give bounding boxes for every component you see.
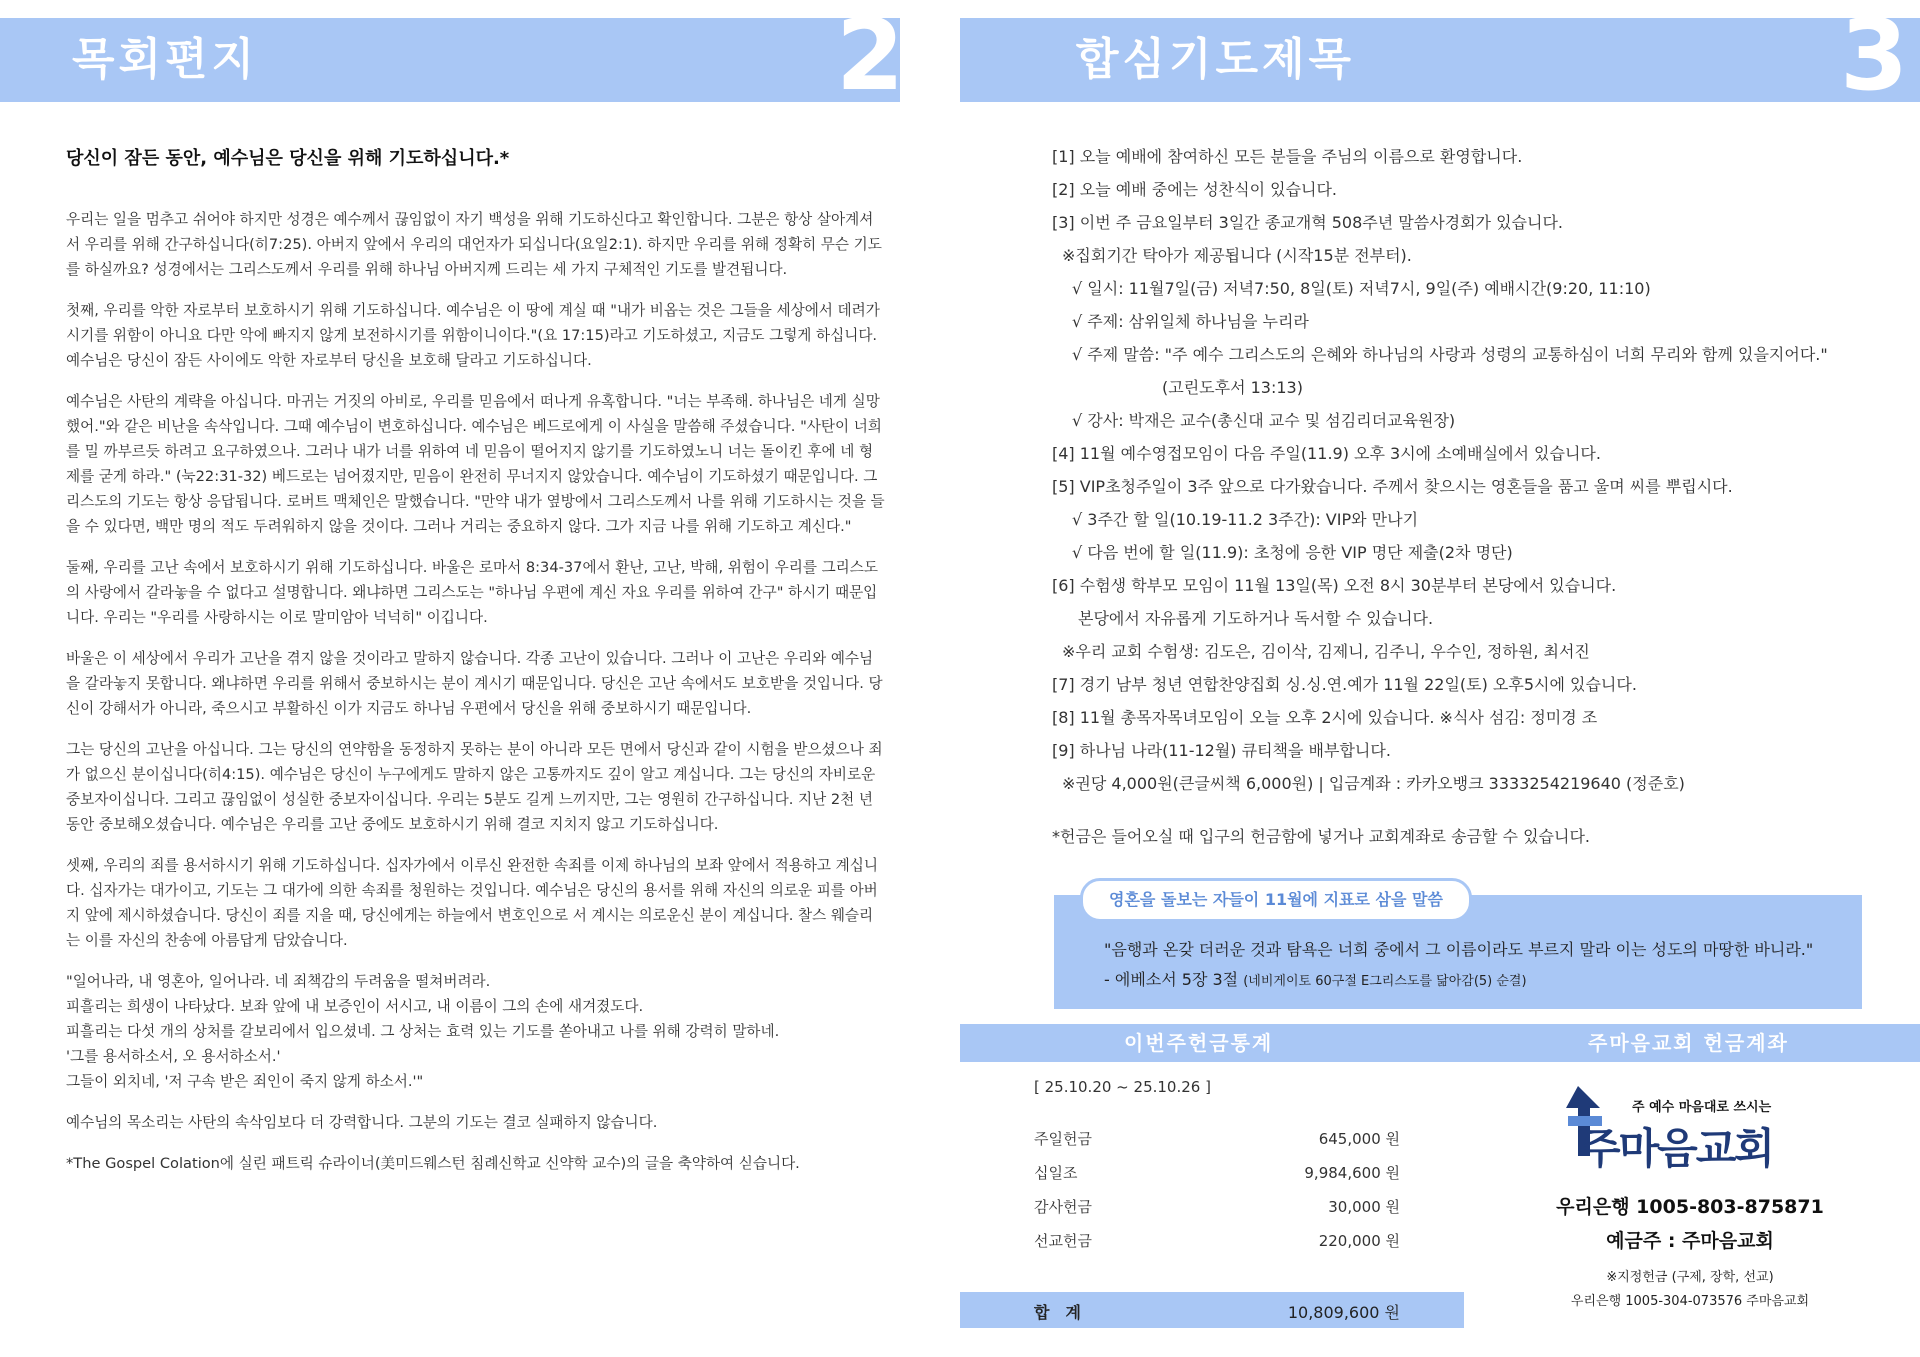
right-header-title: 합심기도제목 [1076,34,1356,85]
verse-text: "음행과 온갖 더러운 것과 탐욕은 너희 중에서 그 이름이라도 부르지 말라 이는 성도의 마땅한 바니라." [1104,940,1814,959]
letter-paragraph: 둘째, 우리를 고난 속에서 보호하시기 위해 기도하십니다. 바울은 로마서 8:34-37에서 환난, 고난, 박해, 위험이 우리를 그리스도의 사랑에서 갈라놓을 수 없다고 설명합니다. 왜냐하면 그리스도는 "하나님 우편에 계신 자요 우리를 위하여 간구" 하시기 때문입니다. 우리는 "우리를 사랑하시는 이로 말미암아 넉넉히" 이깁니다. [66,559,878,626]
hymn-quote [66,969,886,1094]
offering-period: [ 25.10.20 ~ 25.10.26 ] [1034,1078,1211,1096]
prayer-subitem: ※집회기간 탁아가 제공됩니다 (시작15분 전부터). [1062,246,1412,265]
offering-account-title: 주마음교회 헌금계좌 [1588,1031,1789,1055]
letter-paragraph: 셋째, 우리의 죄를 용서하시기 위해 기도하십니다. 십자가에서 이루신 완전한 속죄를 이제 하나님의 보좌 앞에서 적용하고 계십니다. 십자가는 대가이고, 기도는 그 대가에 의한 속죄를 청원하는 것입니다. 예수님은 당신의 용서를 위해 자신의 의로운 피를 아버지 앞에 제시하셨습니다. 당신이 죄를 지을 때, 당신에게는 하늘에서 변호인으로 서 계시는 의로운신 분이 계십니다. 찰스 웨슬리는 이를 자신의 찬송에 아름답게 담았습니다. [66,857,878,949]
letter-paragraph: 예수님은 사탄의 계략을 아십니다. 마귀는 거짓의 아비로, 우리를 믿음에서 떠나게 유혹합니다. "너는 부족해. 하나님은 네게 실망했어."와 같은 비난을 속삭입니다. 그때 예수님이 변호하십니다. 예수님은 베드로에게 이 사실을 말씀해 주셨습니다. "사탄이 너희를 밀 까부르듯 하려고 요구하였으나. 그러나 내가 너를 위하여 네 믿음이 떨어지지 않기를 기도하였노니 너는 돌이킨 후에 네 형제를 굳게 하라." (눅22:31-32) 베드로는 넘어졌지만, 믿음이 완전히 무너지지 않았습니다. 예수님이 기도하셨기 때문입니다. 그리스도의 기도는 항상 응답됩니다. 로버트 맥체인은 말했습니다. "만약 내가 옆방에서 그리스도께서 나를 위해 기도하시는 것을 들을 수 있다면, 백만 명의 적도 두려워하지 않을 것이다. 그러나 거리는 중요하지 않다. 그가 지금 나를 위해 기도하고 계신다." [66,393,885,535]
offering-label: 십일조 [1034,1164,1078,1182]
hymn-line: 피흘리는 희생이 나타났다. 보좌 앞에 내 보증인이 서시고, 내 이름이 그의 손에 새겨졌도다. [66,998,644,1015]
hymn-line: "일어나라, 내 영혼아, 일어나라. 네 죄책감의 두려움을 떨쳐버려라. [66,973,491,990]
hymn-line: '그를 용서하소서, 오 용서하소서.' [66,1048,281,1065]
prayer-subitem: √ 다음 번에 할 일(11.9): 초청에 응한 VIP 명단 제출(2차 명단) [1072,543,1513,562]
prayer-item: [6] 수험생 학부모 모임이 11월 13일(목) 오전 8시 30분부터 본당에서 있습니다. [1052,576,1617,595]
verse-text-block [1104,935,1813,997]
offering-row [1034,1196,1400,1217]
offering-total [1034,1300,1400,1323]
prayer-item: [5] VIP초청주일이 3주 앞으로 다가왔습니다. 주께서 찾으시는 영혼들을 품고 울며 씨를 뿌립시다. [1052,477,1733,496]
left-page-number: 2 [836,0,905,113]
letter-closing: 예수님의 목소리는 사탄의 속삭임보다 더 강력합니다. 그분의 기도는 결코 실패하지 않습니다. [66,1114,658,1131]
prayer-subitem: ※우리 교회 수험생: 김도은, 김이삭, 김제니, 김주니, 우수인, 정하원, 최서진 [1062,642,1590,661]
letter-paragraph: 첫째, 우리를 악한 자로부터 보호하시기 위해 기도하십니다. 예수님은 이 땅에 계실 때 "내가 비옵는 것은 그들을 세상에서 데려가시기를 위함이 아니요 다만 악에 빠지지 않게 보전하시기를 위함이니이다."(요 17:15)라고 기도하셨고, 지금도 그렇게 하십니다. 예수님은 당신이 잠든 사이에도 악한 자로부터 당신을 보호해 달라고 기도하십니다. [66,302,880,369]
offering-stats-title: 이번주헌금통계 [1124,1031,1274,1055]
prayer-subitem: 본당에서 자유롭게 기도하거나 독서할 수 있습니다. [1078,609,1434,628]
prayer-subitem: ※권당 4,000원(큰글씨책 6,000원) | 입금계좌 : 카카오뱅크 3333254219640 (정준호) [1062,774,1685,793]
verse-tab: 영혼을 돌보는 자들이 11월에 지표로 삼을 말씀 [1080,878,1472,922]
prayer-subitem: √ 강사: 박재은 교수(총신대 교수 및 섬김리더교육원장) [1072,411,1456,430]
letter-paragraph: 바울은 이 세상에서 우리가 고난을 겪지 않을 것이라고 말하지 않습니다. 각종 고난이 있습니다. 그러나 이 고난은 우리와 예수님을 갈라놓지 못합니다. 왜냐하면 우리를 위해서 중보하시는 분이 계시기 때문입니다. 당신은 고난 속에서도 보호받을 것입니다. 당신이 강해서가 아니라, 죽으시고 부활하신 이가 지금도 하나님 우편에서 당신을 위해 중보하시기 때문입니다. [66,650,883,717]
verse-ref: - 에베소서 5장 3절 [1104,970,1239,989]
offering-label: 주일헌금 [1034,1130,1092,1148]
offering-row [1034,1162,1400,1183]
prayer-item: [8] 11월 총목자목녀모임이 오늘 오후 2시에 있습니다. ※식사 섬김: 정미경 조 [1052,708,1598,727]
letter-footnote: *The Gospel Colation에 실린 패트릭 슈라이너(美미드웨스턴 침례신학교 신약학 교수)의 글을 축약하여 싣습니다. [66,1155,800,1172]
prayer-subitem: (고린도후서 13:13) [1162,378,1303,397]
designated-offering-account: 우리은행 1005-304-073576 주마음교회 [1570,1294,1810,1309]
letter-heading: 당신이 잠든 동안, 예수님은 당신을 위해 기도하십니다.* [66,148,510,169]
offering-row [1034,1230,1400,1251]
prayer-item: [1] 오늘 예배에 참여하신 모든 분들을 주님의 이름으로 환영합니다. [1052,147,1523,166]
logo-tagline: 주 예수 마음대로 쓰시는 [1632,1100,1772,1115]
pastoral-letter [66,146,886,1192]
offering-row [1034,1128,1400,1149]
offering-amount: 30,000 원 [1328,1198,1400,1216]
prayer-item: [3] 이번 주 금요일부터 3일간 종교개혁 508주년 말씀사경회가 있습니다. [1052,213,1564,232]
designated-offering-note: ※지정헌금 (구제, 장학, 선교) [1606,1270,1774,1285]
left-header-title: 목회편지 [72,34,259,85]
prayer-subitem: √ 주제: 삼위일체 하나님을 누리라 [1072,312,1309,331]
offering-amount: 9,984,600 원 [1304,1164,1400,1182]
offering-label: 선교헌금 [1034,1232,1092,1250]
prayer-list [1052,140,1852,853]
prayer-item: [9] 하나님 나라(11-12월) 큐티책을 배부합니다. [1052,741,1391,760]
offering-total-label: 합 계 [1034,1303,1081,1322]
logo-name: 주마음교회 [1580,1124,1773,1173]
prayer-subitem: √ 일시: 11월7일(금) 저녁7:50, 8일(토) 저녁7시, 9일(주) 예배시간(9:20, 11:10) [1072,279,1651,298]
bank-account: 우리은행 1005-803-875871 [1556,1196,1824,1218]
verse-ref-note: (네비게이토 60구절 E그리스도를 닮아감(5) 순결) [1243,974,1527,989]
letter-paragraph: 우리는 일을 멈추고 쉬어야 하지만 성경은 예수께서 끊임없이 자기 백성을 위해 기도하신다고 확인합니다. 그분은 항상 살아계셔서 우리를 위해 간구하십니다(히7:25). 아버지 앞에서 우리의 대언자가 되십니다(요일2:1). 하지만 우리를 위해 정확히 무슨 기도를 하실까요? 성경에서는 그리스도께서 우리를 위해 하나님 아버지께 드리는 세 가지 구체적인 기도를 발견됩니다. [66,211,882,278]
hymn-line: 그들이 외치네, '저 구속 받은 죄인이 죽지 않게 하소서.'" [66,1073,424,1090]
offering-amount: 220,000 원 [1318,1232,1400,1250]
letter-paragraph: 그는 당신의 고난을 아십니다. 그는 당신의 연약함을 동정하지 못하는 분이 아니라 모든 면에서 당신과 같이 시험을 받으셨으나 죄가 없으신 분이십니다(히4:15). 예수님은 당신이 누구에게도 말하지 않은 고통까지도 깊이 알고 계십니다. 그는 당신의 자비로운 중보자이십니다. 그리고 끊임없이 성실한 중보자이십니다. 우리는 5분도 길게 느끼지만, 그는 영원히 간구하십니다. 지난 2천 년동안 중보해오셨습니다. 예수님은 우리를 고난 중에도 보호하시기 위해 결코 지치지 않고 기도하십니다. [66,741,883,833]
offering-note: *헌금은 들어오실 때 입구의 헌금함에 넣거나 교회계좌로 송금할 수 있습니다. [1052,827,1590,846]
offering-total-amount: 10,809,600 원 [1287,1303,1400,1322]
verse-reference [1104,965,1813,997]
right-page-number: 3 [1840,0,1909,113]
offering-amount: 645,000 원 [1318,1130,1400,1148]
hymn-line: 피흘리는 다섯 개의 상처를 갈보리에서 입으셨네. 그 상처는 효력 있는 기도를 쏟아내고 나를 위해 강력히 말하네. [66,1023,780,1040]
prayer-item: [2] 오늘 예배 중에는 성찬식이 있습니다. [1052,180,1338,199]
prayer-subitem: √ 3주간 할 일(10.19-11.2 3주간): VIP와 만나기 [1072,510,1419,529]
prayer-item: [7] 경기 남부 청년 연합찬양집회 싱.싱.연.예가 11월 22일(토) 오후5시에 있습니다. [1052,675,1637,694]
prayer-item: [4] 11월 예수영접모임이 다음 주일(11.9) 오후 3시에 소예배실에서 있습니다. [1052,444,1601,463]
offering-label: 감사헌금 [1034,1198,1092,1216]
prayer-subitem: √ 주제 말씀: "주 예수 그리스도의 은혜와 하나님의 사랑과 성령의 교통하심이 너희 무리와 함께 있을지어다." [1072,345,1828,364]
account-holder: 예금주 : 주마음교회 [1606,1230,1774,1252]
